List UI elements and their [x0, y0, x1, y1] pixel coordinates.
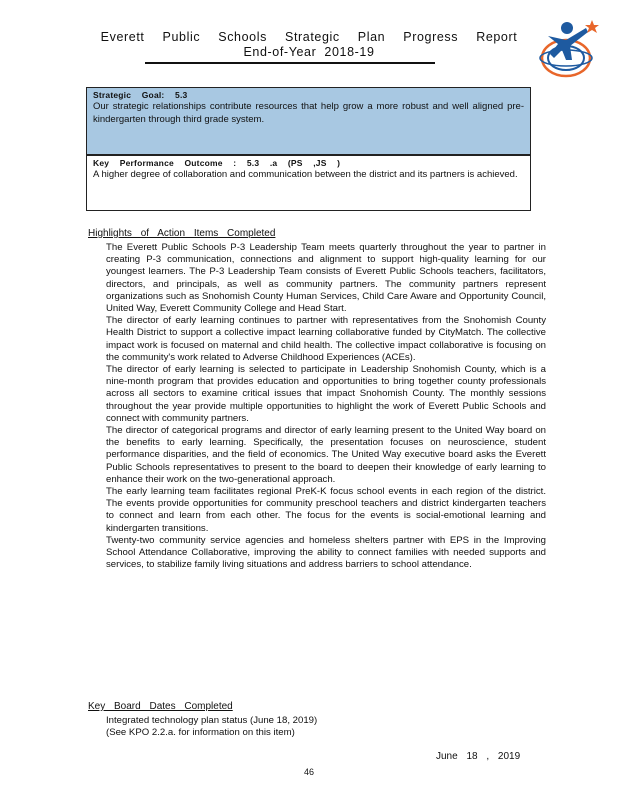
list-item	[86, 425, 546, 486]
board-date-line: Integrated technology plan status (June 18, 2019)	[106, 715, 318, 726]
strategic-goal-heading: Strategic Goal: 5.3	[93, 90, 188, 100]
report-subtitle: End-of-Year 2018-19	[243, 45, 375, 59]
report-date: June 18 , 2019	[436, 751, 521, 762]
list-item-text: The director of early learning is selected to participate in Leadership Snohomish County, which is a nine-month program that provides education and opportunities to bring together county professionals across all sectors to examine critical issues that impact Snohomish County. The monthly sessions throughout the year provide multiple opportunities to highlight the work of Everett Public Schools and connect with community partners.	[106, 364, 546, 424]
kpo-box	[86, 155, 531, 211]
highlights-heading: Highlights of Action Items Completed	[88, 228, 276, 239]
list-item-text: The early learning team facilitates regional PreK-K focus school events in each region of the district. The events provide opportunities for community preschool teachers and district kindergarten teachers to connect and learn from each other. The focus for the events is social-emotional learning and kindergarten transitions.	[106, 486, 546, 534]
board-dates-heading: Key Board Dates Completed	[88, 701, 233, 712]
list-item-text: The director of early learning continues to partner with representatives from the Snohomish County Health District to support a collective impact learning collaborative funded by CityMatch. The collective impact work is focused on maternal and child health. The collective impact collaborative is focusing on the community's work related to Adverse Childhood Experiences (ACEs).	[106, 315, 546, 363]
board-dates-list	[86, 715, 546, 739]
person-star-globe-logo-icon	[536, 14, 602, 84]
highlights-list	[86, 242, 546, 571]
list-item	[86, 535, 546, 572]
report-title: Everett Public Schools Strategic Plan Progress Report	[100, 30, 518, 44]
list-item	[86, 364, 546, 425]
list-item	[86, 486, 546, 535]
list-item	[86, 715, 546, 739]
list-item-text: Twenty-two community service agencies and homeless shelters partner with EPS in the Improving School Attendance Collaborative, improving the ability to connect families with needed supports and services, to stabilize family living situations and address barriers to school attendance.	[106, 534, 546, 571]
list-item-text: The Everett Public Schools P-3 Leadership Team meets quarterly throughout the year to partner in creating P-3 communication, connections and alignment to support high-quality learning for our youngest learners. The P-3 Leadership Team consists of Everett Public Schools teachers, facilitators, directors, and principals, as well as community partners. The community partners represent organizations such as Snohomish County Human Services, Child Care Aware and Opportunity Council, United Way, Everett Community College and Head Start.	[106, 242, 546, 315]
list-item-text: The director of categorical programs and director of early learning present to the United Way board on the benefits to early learning. Specifically, the presentation focuses on neuroscience, student performance disparities, and the field of economics. The United Way executive board asks the Everett Public Schools representatives to present to the board to deepen their knowledge of early learning to enhance their work on the two-generational approach.	[106, 425, 546, 485]
list-item	[86, 242, 546, 315]
district-logo	[536, 14, 602, 84]
kpo-heading: Key Performance Outcome : 5.3 .a (PS ,JS )	[93, 158, 341, 168]
strategic-goal-text: Our strategic relationships contribute resources that help grow a more robust and well aligned pre-kindergarten through third grade system.	[93, 101, 524, 125]
list-item	[86, 315, 546, 364]
page-number: 46	[303, 767, 314, 777]
kpo-text: A higher degree of collaboration and communication between the district and its partners is achieved.	[93, 169, 518, 180]
title-underline	[145, 62, 435, 64]
strategic-goal-box	[86, 87, 531, 155]
board-date-note: (See KPO 2.2.a. for information on this item)	[106, 727, 295, 739]
